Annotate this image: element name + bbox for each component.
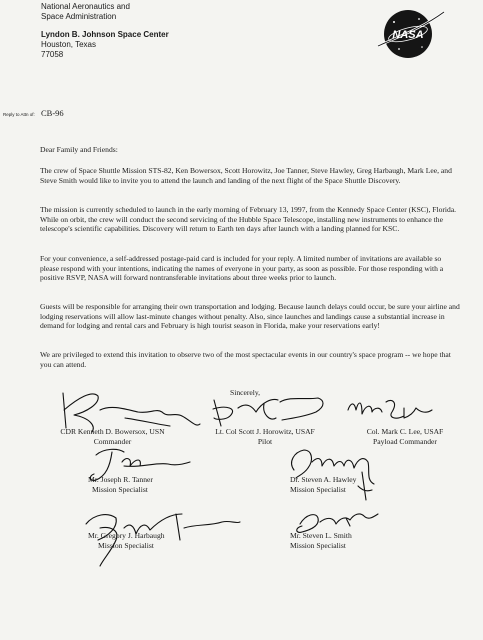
signatory-title: Mission Specialist bbox=[92, 484, 148, 494]
signatory-title: Payload Commander bbox=[373, 436, 437, 446]
nasa-logo-text: NASA bbox=[392, 29, 424, 41]
center-name: Lyndon B. Johnson Space Center bbox=[41, 30, 169, 39]
signatory-name: Mr. Gregory J. Harbaugh bbox=[88, 531, 165, 540]
signatory-title: Mission Specialist bbox=[290, 484, 346, 494]
salutation: Dear Family and Friends: bbox=[40, 145, 118, 154]
paragraph-5: We are privileged to extend this invitation to observe two of the most spectacular events in our country's space program -- we hope that you can attend. bbox=[40, 350, 451, 369]
reference-code: CB-96 bbox=[41, 108, 64, 118]
signatory-tanner bbox=[88, 475, 208, 494]
agency-name-line2: Space Administration bbox=[41, 12, 117, 21]
closing: Sincerely, bbox=[230, 388, 261, 397]
signatory-title: Pilot bbox=[257, 436, 273, 446]
signature-horowitz bbox=[213, 398, 323, 426]
signatory-bowersox bbox=[40, 427, 185, 446]
signatory-title: Mission Specialist bbox=[290, 540, 346, 550]
paragraph-1: The crew of Space Shuttle Mission STS-82, Ken Bowersox, Scott Horowitz, Joe Tanner, Steve Hawley, Greg Harbaugh, Mark Lee, and Steve Smith would like to invite you to attend the launch and landing of the next flight of the Space Shuttle Discovery. bbox=[40, 166, 452, 185]
signature-smith bbox=[297, 514, 378, 532]
signatory-name: Lt. Col Scott J. Horowitz, USAF bbox=[215, 427, 315, 436]
agency-name-line1: National Aeronautics and bbox=[41, 2, 130, 11]
signature-lee bbox=[348, 400, 432, 418]
signatory-name: Mr. Steven L. Smith bbox=[290, 531, 352, 540]
signatory-title: Mission Specialist bbox=[98, 540, 154, 550]
reply-to-label: Reply to Attn of: bbox=[3, 112, 35, 117]
signatory-harbaugh bbox=[88, 531, 228, 550]
signatory-smith bbox=[290, 531, 410, 550]
signatory-name: Mr. Joseph R. Tanner bbox=[88, 475, 153, 484]
signatory-name: CDR Kenneth D. Bowersox, USN bbox=[60, 427, 165, 436]
paragraph-2: The mission is currently scheduled to launch in the early morning of February 13, 1997, from the Kennedy Space Center (KSC), Florida. While on orbit, the crew will conduct the second servicing of the Hubble Space Telescope, installing new instruments to enhance the telescope's scientific capabilities. Discovery will return to Earth ten days after launch with a landing planned for KSC. bbox=[40, 205, 457, 234]
paragraph-3: For your convenience, a self-addressed postage-paid card is included for your reply. A limited number of invitations are available so please respond with your intentions, indicating the names of everyone in your party, as soon as possible. For those responding with a positive RSVP, NASA will forward nontransferable invitations about three weeks prior to launch. bbox=[40, 254, 444, 283]
center-zip: 77058 bbox=[41, 50, 64, 59]
signatory-name: Dr. Steven A. Hawley bbox=[290, 475, 357, 484]
signatory-title: Commander bbox=[93, 436, 132, 446]
signatory-lee bbox=[340, 427, 470, 446]
paragraph-4: Guests will be responsible for arranging their own transportation and lodging. Because launch delays could occur, be sure your airline and lodging reservations will allow last-minute changes without penalty. Also, since launches and landings cause a substantial increase in demand for lodging and rental cars and February is high tourist season in Florida, make your reservations early! bbox=[40, 302, 460, 331]
signatory-name: Col. Mark C. Lee, USAF bbox=[366, 427, 444, 436]
signatory-horowitz bbox=[195, 427, 335, 446]
center-city-state: Houston, Texas bbox=[41, 40, 96, 49]
signatory-hawley bbox=[290, 475, 410, 494]
